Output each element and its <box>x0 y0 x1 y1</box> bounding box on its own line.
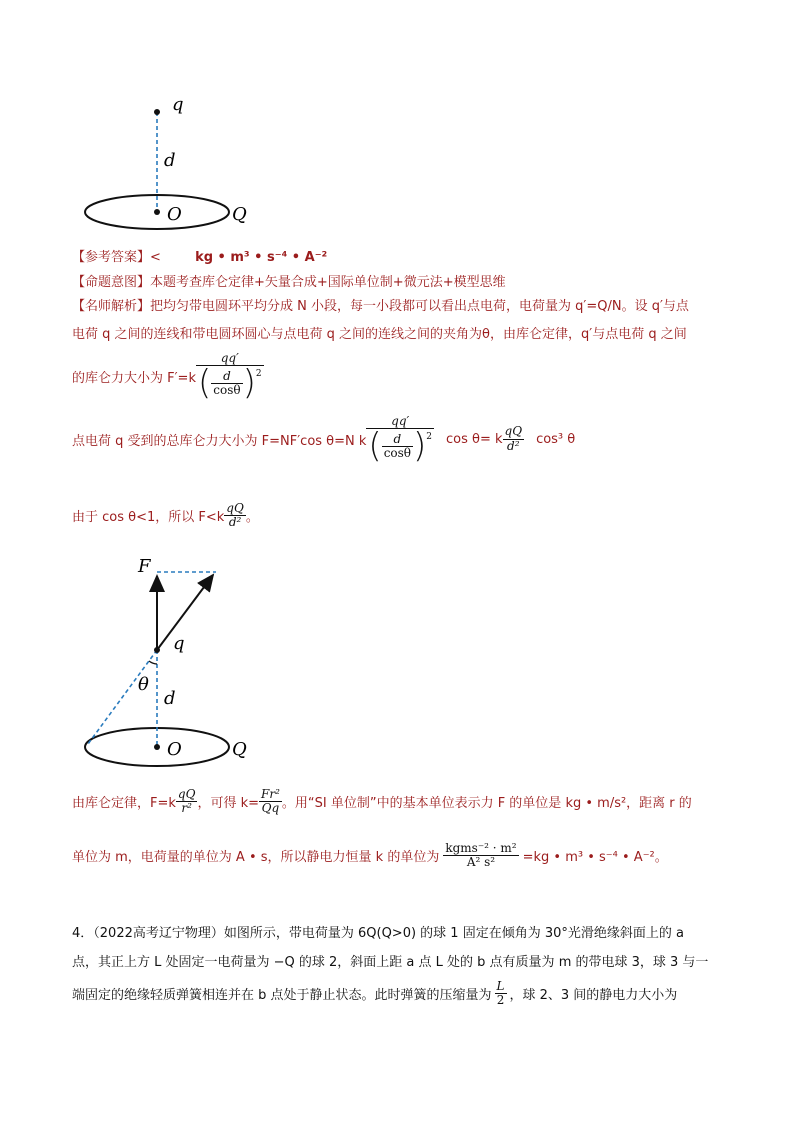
frac-2: 2 <box>496 993 505 1008</box>
formula-fprime <box>196 351 264 404</box>
formula-unit <box>443 842 518 869</box>
formula-coulomb <box>176 788 198 815</box>
frac-cos: cosθ <box>383 445 412 460</box>
label-d: d <box>164 688 176 709</box>
answer-unit: kg • m³ • s⁻⁴ • A⁻² <box>195 250 328 265</box>
label-theta: θ <box>138 674 149 695</box>
paren-right: ) <box>413 426 427 467</box>
intent-line <box>72 271 506 290</box>
answer-symbol: < <box>150 250 161 265</box>
formula-ftotal <box>366 414 434 467</box>
problem-4-text-3: 端固定的绝缘轻质弹簧相连并在 b 点处于静止状态。此时弹簧的压缩量为 <box>72 988 492 1004</box>
paren-left: ( <box>368 426 382 467</box>
analysis-line-1 <box>72 295 689 314</box>
frac-d2: d² <box>228 515 242 530</box>
slant-force-arrow <box>157 575 213 650</box>
frac-cos: cosθ <box>213 382 241 397</box>
frac-qQ: qQ <box>504 424 523 439</box>
frac-unit-den: A² s² <box>466 855 496 870</box>
analysis-line-4 <box>72 414 576 467</box>
frac-L: L <box>496 979 505 993</box>
formula-k <box>259 788 282 815</box>
figure-ring-charge <box>80 92 280 232</box>
formula-half-L <box>495 980 507 1007</box>
frac-qQ: qQ <box>226 501 244 515</box>
label-O: O <box>167 204 182 225</box>
analysis-text-7-post: =kg • m³ • s⁻⁴ • A⁻²。 <box>522 850 668 866</box>
paren-left: ( <box>197 363 212 404</box>
analysis-line-6 <box>72 788 692 815</box>
frac-r2: r² <box>181 801 192 816</box>
analysis-line-5 <box>72 502 259 529</box>
label-O: O <box>167 739 182 760</box>
analysis-text-5: 由于 cos θ<1，所以 F<k <box>72 510 225 526</box>
label-q: q <box>172 94 184 115</box>
frac-d: d <box>382 433 413 447</box>
label-q: q <box>173 633 185 654</box>
answer-tag: 【参考答案】 <box>72 250 151 265</box>
analysis-line-3 <box>72 351 264 404</box>
analysis-text-1: 把均匀带电圆环平均分成 N 小段，每一小段都可以看出点电荷，电荷量为 q′=Q/N。设 q′与点 <box>150 299 689 314</box>
analysis-text-6: 由库仑定律，F=k <box>72 796 176 812</box>
problem-4-line-1: 4．（2022高考辽宁物理）如图所示，带电荷量为 6Q(Q>0) 的球 1 固定在倾角为 30°光滑绝缘斜面上的 a <box>72 926 684 941</box>
intent-text: 本题考查库仑定律+矢量合成+国际单位制+微元法+模型思维 <box>150 275 506 290</box>
label-Q: Q <box>232 739 247 760</box>
center-dot <box>154 209 160 215</box>
center-dot <box>154 744 160 750</box>
analysis-tag: 【名师解析】 <box>72 299 151 314</box>
frac-Fr2: Fr² <box>261 787 280 801</box>
intent-tag: 【命题意图】 <box>72 275 151 290</box>
frac-d2: d² <box>507 438 520 453</box>
figure-force-decomposition <box>80 552 270 777</box>
analysis-line-7 <box>72 842 668 869</box>
analysis-line-2: 电荷 q 之间的连线和带电圆环圆心与点电荷 q 之间的连线之间的夹角为θ，由库仑定律，q′与点电荷 q 之间 <box>72 327 687 342</box>
frac-d: d <box>211 370 242 384</box>
analysis-text-6-mid: ，可得 k= <box>197 796 259 812</box>
analysis-text-7: 单位为 m，电荷量的单位为 A • s，所以静电力恒量 k 的单位为 <box>72 850 440 866</box>
analysis-text-3: 的库仑力大小为 F′=k <box>72 370 196 386</box>
point-charge-dot <box>154 109 160 115</box>
charge-dot <box>154 647 160 653</box>
frac-qQ: qQ <box>177 787 196 801</box>
formula-ftotal-num: qq′ <box>366 415 434 429</box>
label-F: F <box>138 556 151 577</box>
frac-unit-num: kgms⁻² · m² <box>445 841 517 855</box>
analysis-text-5-post: 。 <box>245 510 259 526</box>
problem-4-line-3 <box>72 980 677 1007</box>
analysis-text-6-post: 。用“SI 单位制”中的基本单位表示力 F 的单位是 kg • m/s²，距离 r 的 <box>281 796 692 812</box>
label-d: d <box>164 150 176 171</box>
label-Q: Q <box>232 204 247 225</box>
analysis-text-4-mid: cos θ= k <box>446 431 503 447</box>
frac-Qq: Qq <box>261 801 280 816</box>
analysis-text-4-post: cos³ θ <box>536 431 576 447</box>
exponent-2: 2 <box>255 369 262 380</box>
problem-4-text-3-post: ，球 2、3 间的静电力大小为 <box>509 988 678 1004</box>
angle-arc <box>149 661 157 664</box>
paren-right: ) <box>242 363 256 404</box>
formula-kqQ <box>503 425 525 452</box>
analysis-text-4: 点电荷 q 受到的总库仑力大小为 F=NF′cos θ=N k <box>72 433 367 449</box>
formula-fprime-num: qq′ <box>196 352 264 366</box>
formula-bound <box>224 502 246 529</box>
answer-line <box>72 246 327 265</box>
exponent-2: 2 <box>426 432 433 443</box>
problem-4-line-2: 点，其正上方 L 处固定一电荷量为 −Q 的球 2，斜面上距 a 点 L 处的 b 点有质量为 m 的带电球 3，球 3 与一 <box>72 955 709 970</box>
